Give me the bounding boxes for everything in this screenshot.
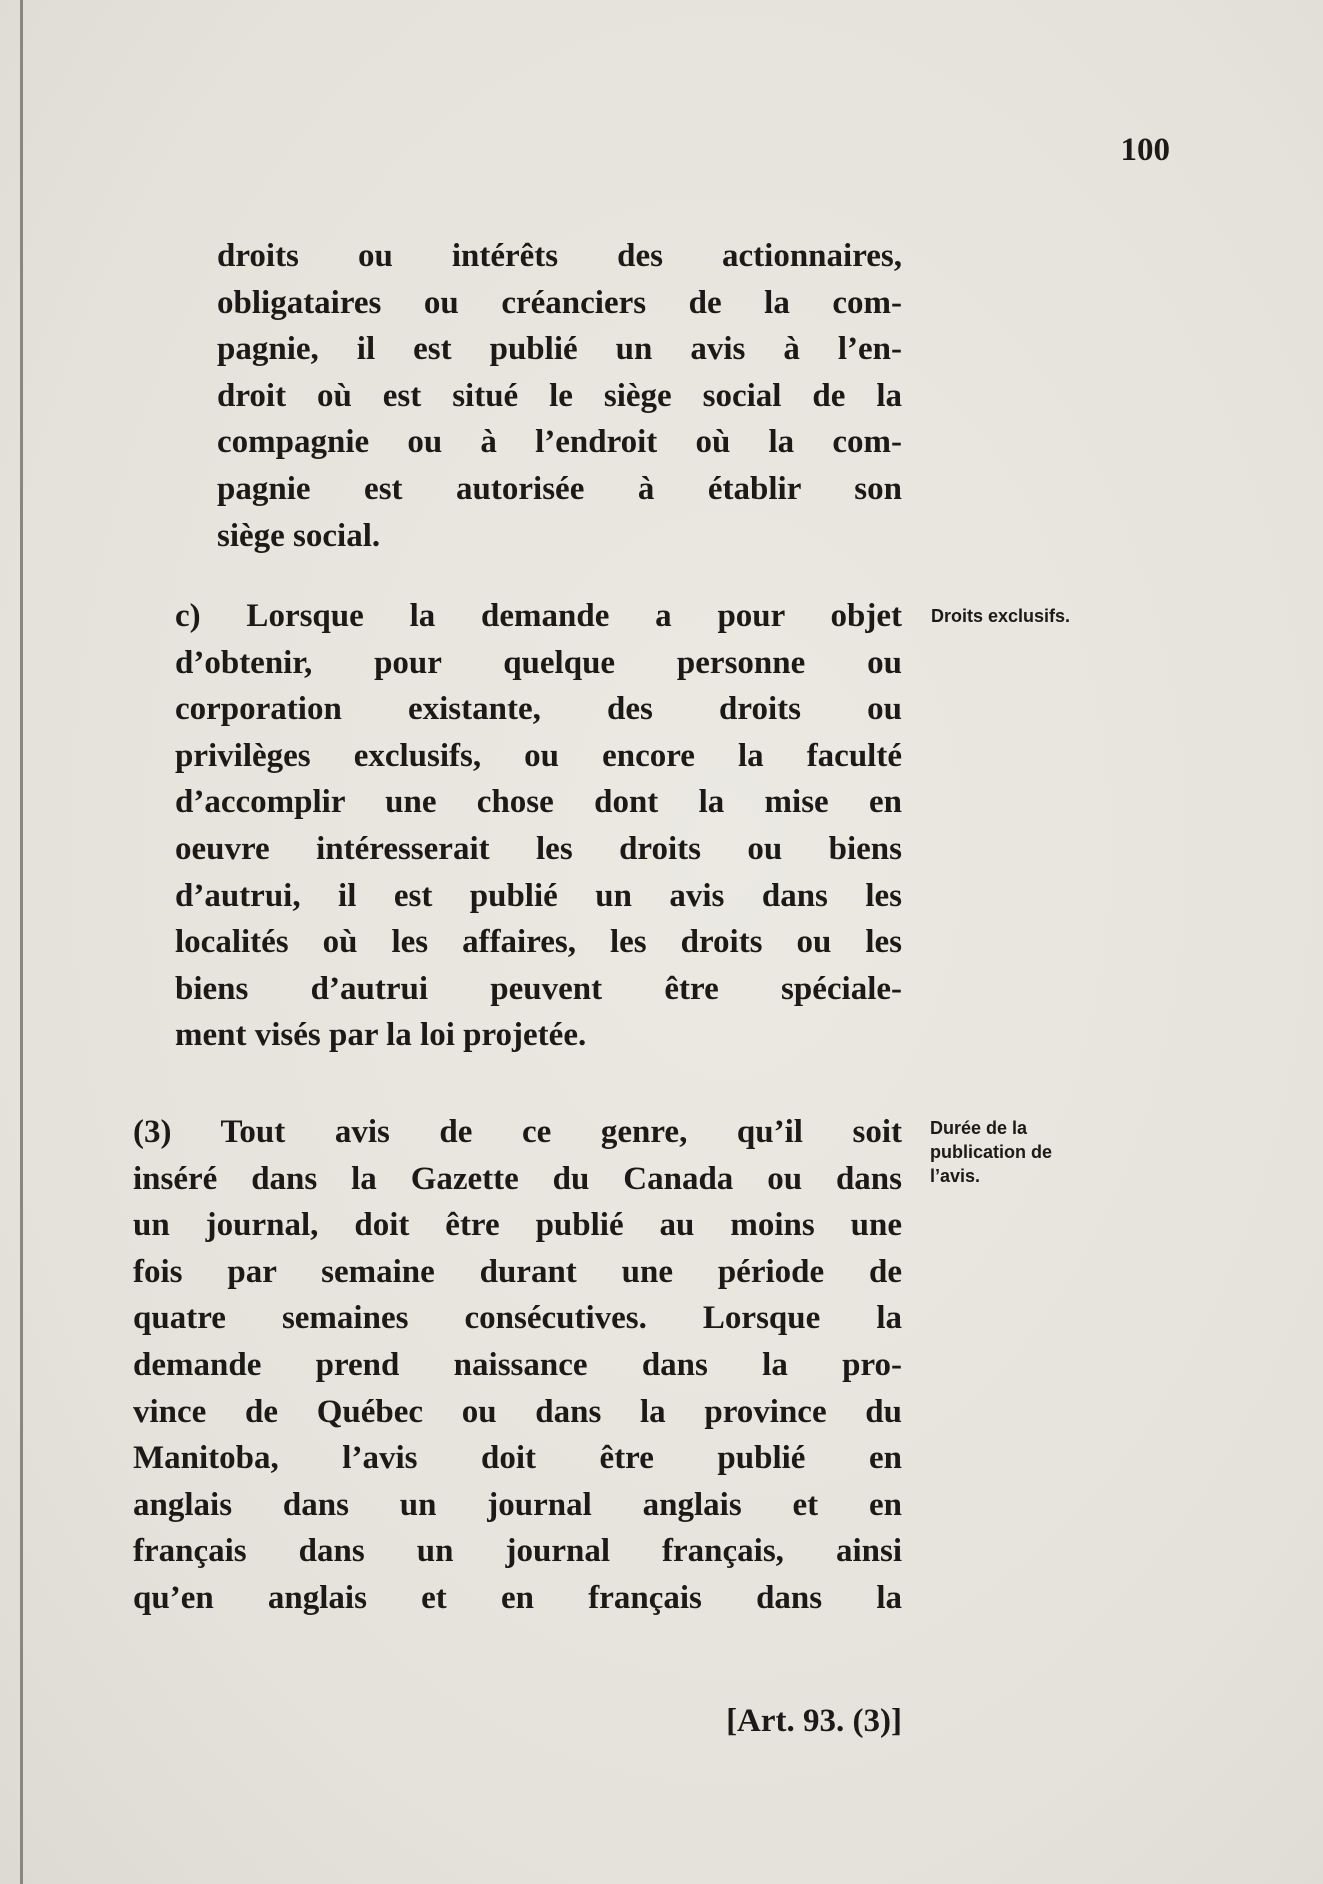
text-line: biens d’autrui peuvent être spéciale- bbox=[175, 970, 902, 1007]
note-line: l’avis. bbox=[930, 1166, 981, 1186]
text-line: fois par semaine durant une période de bbox=[133, 1253, 902, 1290]
text-line: c) Lorsque la demande a pour objet bbox=[175, 598, 902, 634]
text-line: oeuvre intéresserait les droits ou biens bbox=[175, 830, 902, 867]
paragraph-c bbox=[175, 593, 902, 1059]
paragraph-continuation bbox=[217, 233, 902, 559]
text-line: un journal, doit être publié au moins une bbox=[133, 1207, 902, 1244]
page-number: 100 bbox=[1120, 132, 1170, 168]
text-line: corporation existante, des droits ou bbox=[175, 691, 902, 728]
text-line: français dans un journal français, ainsi bbox=[133, 1533, 902, 1570]
text-line: inséré dans la Gazette du Canada ou dans bbox=[133, 1160, 902, 1197]
text-line: siège social. bbox=[217, 517, 381, 554]
text-line: d’accomplir une chose dont la mise en bbox=[175, 784, 902, 821]
text-line: pagnie est autorisée à établir son bbox=[217, 470, 902, 507]
text-line: compagnie ou à l’endroit où la com- bbox=[217, 424, 902, 461]
text-line: vince de Québec ou dans la province du bbox=[133, 1393, 902, 1430]
text-line: droit où est situé le siège social de la bbox=[217, 377, 902, 414]
text-line: Manitoba, l’avis doit être publié en bbox=[133, 1440, 902, 1477]
binding-edge bbox=[20, 0, 23, 1884]
text-line: quatre semaines consécutives. Lorsque la bbox=[133, 1300, 902, 1337]
paragraph-3 bbox=[133, 1109, 902, 1622]
text-line: localités où les affaires, les droits ou les bbox=[175, 924, 902, 961]
note-line: Durée de la bbox=[930, 1118, 1028, 1138]
text-line: qu’en anglais et en français dans la bbox=[133, 1579, 902, 1616]
text-line: (3) Tout avis de ce genre, qu’il soit bbox=[133, 1114, 902, 1150]
note-line: publication de bbox=[930, 1142, 1053, 1162]
text-line: d’obtenir, pour quelque personne ou bbox=[175, 644, 902, 681]
text-line: d’autrui, il est publié un avis dans les bbox=[175, 877, 902, 914]
text-line: privilèges exclusifs, ou encore la faculté bbox=[175, 737, 902, 774]
text-line: demande prend naissance dans la pro- bbox=[133, 1346, 902, 1383]
marginal-note-duree-publication bbox=[930, 1116, 1130, 1188]
text-line: anglais dans un journal anglais et en bbox=[133, 1486, 902, 1523]
marginal-note-droits-exclusifs: Droits exclusifs. bbox=[931, 606, 1071, 626]
text-line: ment visés par la loi projetée. bbox=[175, 1017, 587, 1054]
article-reference: [Art. 93. (3)] bbox=[726, 1703, 902, 1739]
text-line: obligataires ou créanciers de la com- bbox=[217, 284, 902, 321]
text-line: droits ou intérêts des actionnaires, bbox=[217, 238, 902, 274]
text-line: pagnie, il est publié un avis à l’en- bbox=[217, 331, 902, 368]
